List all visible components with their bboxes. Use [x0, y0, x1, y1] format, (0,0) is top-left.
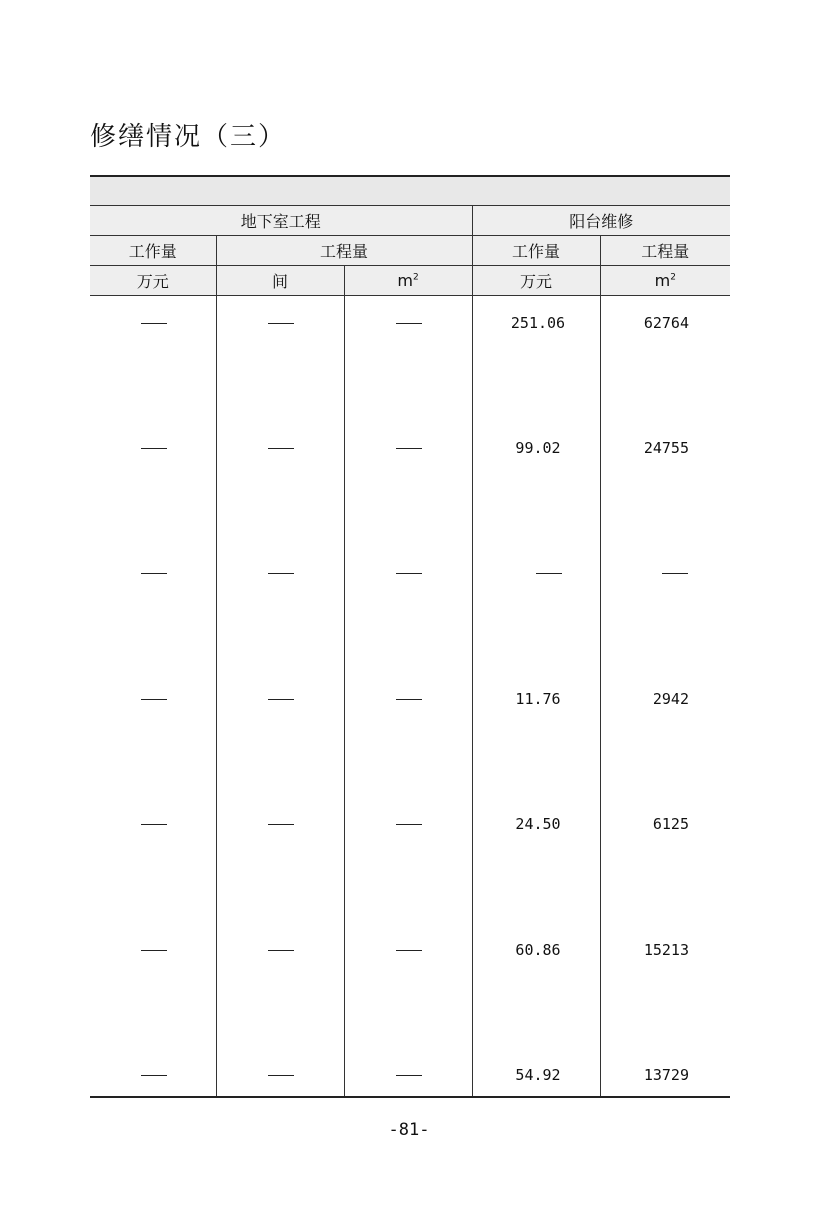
- dash-mark: [396, 699, 422, 700]
- dash-mark: [268, 950, 294, 951]
- header-balcony-workload: 工作量: [472, 236, 600, 266]
- header-basement-group: 地下室工程: [90, 206, 472, 236]
- header-balcony-group: 阳台维修: [472, 206, 730, 236]
- table-cell: [345, 815, 472, 833]
- header-unit-row: [90, 266, 730, 296]
- dash-mark: [396, 573, 422, 574]
- dash-mark: [141, 824, 167, 825]
- unit-wanyuan: 万元: [472, 266, 600, 296]
- table-cell: 13729: [643, 1066, 689, 1084]
- unit-square-meter: $m^2$: [600, 266, 730, 296]
- table-bottom-rule: [90, 1096, 730, 1098]
- table-cell: [90, 439, 217, 457]
- table-cell: [485, 564, 612, 582]
- dash-mark: [536, 573, 562, 574]
- table-shaded-band: [90, 177, 730, 205]
- table-cell: 6125: [652, 815, 689, 833]
- table-cell: [345, 690, 472, 708]
- table-cell: [90, 941, 217, 959]
- page-number: -81-: [388, 1120, 430, 1140]
- unit-wanyuan: 万元: [90, 266, 216, 296]
- table-cell: 60.86: [515, 941, 561, 959]
- table-cell: [217, 690, 344, 708]
- table-cell: 54.92: [515, 1066, 561, 1084]
- unit-square-meter: $m^2$: [344, 266, 472, 296]
- page-title: 修缮情况（三）: [90, 122, 287, 152]
- dash-mark: [268, 323, 294, 324]
- header-measure-row: [90, 236, 730, 266]
- table-cell: [90, 314, 217, 332]
- dash-mark: [141, 573, 167, 574]
- table-cell: 2942: [652, 690, 689, 708]
- table-cell: [345, 314, 472, 332]
- dash-mark: [396, 950, 422, 951]
- table-cell: [217, 1066, 344, 1084]
- dash-mark: [141, 1075, 167, 1076]
- table-header: [90, 205, 730, 296]
- dash-mark: [396, 1075, 422, 1076]
- table-cell: 99.02: [515, 439, 561, 457]
- table-cell: [345, 564, 472, 582]
- table-cell: 11.76: [515, 690, 561, 708]
- table-cell: [611, 564, 738, 582]
- table-cell: [345, 941, 472, 959]
- dash-mark: [141, 950, 167, 951]
- dash-mark: [268, 824, 294, 825]
- table-cell: [217, 314, 344, 332]
- table-cell: [90, 690, 217, 708]
- dash-mark: [268, 573, 294, 574]
- table-cell: [217, 941, 344, 959]
- dash-mark: [396, 824, 422, 825]
- dash-mark: [141, 699, 167, 700]
- dash-mark: [268, 1075, 294, 1076]
- table-cell: [90, 1066, 217, 1084]
- dash-mark: [268, 448, 294, 449]
- table-cell: [345, 439, 472, 457]
- table-cell: 62764: [643, 314, 689, 332]
- dash-mark: [662, 573, 688, 574]
- dash-mark: [396, 448, 422, 449]
- unit-jian: 间: [216, 266, 344, 296]
- table-cell: [217, 815, 344, 833]
- table-cell: 24755: [643, 439, 689, 457]
- header-group-row: [90, 206, 730, 236]
- table-cell: [90, 564, 217, 582]
- table-cell: [217, 564, 344, 582]
- dash-mark: [141, 448, 167, 449]
- table-cell: 24.50: [515, 815, 561, 833]
- dash-mark: [141, 323, 167, 324]
- header-basement-workload: 工作量: [90, 236, 216, 266]
- table-cell: 251.06: [510, 314, 566, 332]
- dash-mark: [396, 323, 422, 324]
- table-cell: [217, 439, 344, 457]
- table-cell: [345, 1066, 472, 1084]
- table-cell: 15213: [643, 941, 689, 959]
- table-cell: [90, 815, 217, 833]
- header-basement-quantity: 工程量: [216, 236, 472, 266]
- header-balcony-quantity: 工程量: [600, 236, 730, 266]
- dash-mark: [268, 699, 294, 700]
